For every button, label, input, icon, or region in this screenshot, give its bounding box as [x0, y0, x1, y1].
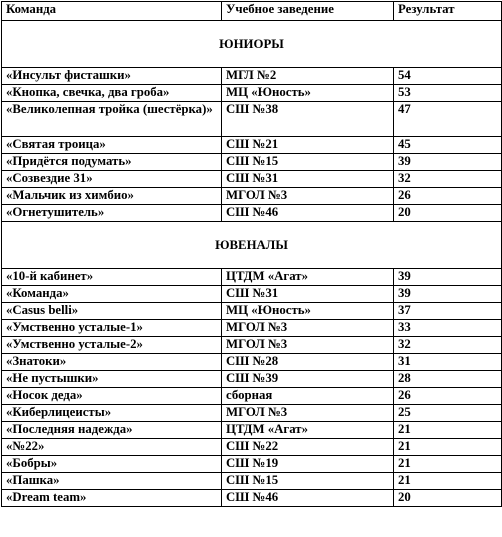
table-row — [2, 473, 502, 490]
result-cell: 53 — [394, 85, 502, 102]
table-row — [2, 422, 502, 439]
table-row — [2, 303, 502, 320]
section-row-juniors — [2, 21, 502, 68]
result-cell: 32 — [394, 337, 502, 354]
section-row-juveniles — [2, 222, 502, 269]
team-cell: «Пашка» — [2, 473, 222, 490]
result-cell: 54 — [394, 68, 502, 85]
school-cell: СШ №46 — [222, 205, 394, 222]
table-row — [2, 439, 502, 456]
school-cell: СШ №19 — [222, 456, 394, 473]
team-cell: «Святая троица» — [2, 137, 222, 154]
team-cell: «Мальчик из химбио» — [2, 188, 222, 205]
result-cell: 21 — [394, 456, 502, 473]
table-row — [2, 388, 502, 405]
table-row — [2, 137, 502, 154]
table-row — [2, 371, 502, 388]
table-row — [2, 490, 502, 507]
school-cell: СШ №31 — [222, 171, 394, 188]
team-cell: «Умственно усталые-1» — [2, 320, 222, 337]
header-result: Результат — [394, 2, 502, 21]
school-cell: СШ №31 — [222, 286, 394, 303]
result-cell: 28 — [394, 371, 502, 388]
header-team: Команда — [2, 2, 222, 21]
section-title: ЮВЕНАЛЫ — [2, 222, 502, 269]
team-cell: «Кнопка, свечка, два гроба» — [2, 85, 222, 102]
result-cell: 33 — [394, 320, 502, 337]
team-cell: «Знатоки» — [2, 354, 222, 371]
results-table — [1, 1, 502, 507]
school-cell: ЦТДМ «Агат» — [222, 422, 394, 439]
result-cell: 25 — [394, 405, 502, 422]
result-cell: 32 — [394, 171, 502, 188]
school-cell: МГОЛ №3 — [222, 188, 394, 205]
result-cell: 45 — [394, 137, 502, 154]
table-header-row — [2, 2, 502, 21]
school-cell: СШ №21 — [222, 137, 394, 154]
result-cell: 20 — [394, 205, 502, 222]
team-cell: «Команда» — [2, 286, 222, 303]
team-cell: «Умственно усталые-2» — [2, 337, 222, 354]
result-cell: 47 — [394, 102, 502, 137]
team-cell: «№22» — [2, 439, 222, 456]
result-cell: 37 — [394, 303, 502, 320]
school-cell: СШ №28 — [222, 354, 394, 371]
table-row — [2, 286, 502, 303]
school-cell: МГОЛ №3 — [222, 320, 394, 337]
school-cell: сборная — [222, 388, 394, 405]
school-cell: МГОЛ №3 — [222, 337, 394, 354]
table-row — [2, 171, 502, 188]
school-cell: СШ №39 — [222, 371, 394, 388]
school-cell: СШ №15 — [222, 154, 394, 171]
result-cell: 39 — [394, 286, 502, 303]
school-cell: СШ №15 — [222, 473, 394, 490]
section-title: ЮНИОРЫ — [2, 21, 502, 68]
team-cell: «Носок деда» — [2, 388, 222, 405]
team-cell: «Киберлицеисты» — [2, 405, 222, 422]
school-cell: СШ №38 — [222, 102, 394, 137]
school-cell: СШ №46 — [222, 490, 394, 507]
table-row — [2, 269, 502, 286]
result-cell: 21 — [394, 473, 502, 490]
result-cell: 39 — [394, 269, 502, 286]
result-cell: 26 — [394, 188, 502, 205]
result-cell: 20 — [394, 490, 502, 507]
result-cell: 31 — [394, 354, 502, 371]
team-cell: «Dream team» — [2, 490, 222, 507]
team-cell: «Бобры» — [2, 456, 222, 473]
table-row — [2, 85, 502, 102]
result-cell: 26 — [394, 388, 502, 405]
table-row — [2, 205, 502, 222]
team-cell: «Огнетушитель» — [2, 205, 222, 222]
table-row — [2, 102, 502, 137]
team-cell: «Придётся подумать» — [2, 154, 222, 171]
team-cell: «10-й кабинет» — [2, 269, 222, 286]
table-row — [2, 154, 502, 171]
team-cell: «Последняя надежда» — [2, 422, 222, 439]
table-row — [2, 68, 502, 85]
result-cell: 21 — [394, 439, 502, 456]
school-cell: СШ №22 — [222, 439, 394, 456]
school-cell: МЦ «Юность» — [222, 303, 394, 320]
school-cell: ЦТДМ «Агат» — [222, 269, 394, 286]
table-row — [2, 188, 502, 205]
table-row — [2, 320, 502, 337]
result-cell: 39 — [394, 154, 502, 171]
result-cell: 21 — [394, 422, 502, 439]
table-row — [2, 337, 502, 354]
team-cell: «Не пустышки» — [2, 371, 222, 388]
table-row — [2, 354, 502, 371]
school-cell: МГЛ №2 — [222, 68, 394, 85]
school-cell: МЦ «Юность» — [222, 85, 394, 102]
school-cell: МГОЛ №3 — [222, 405, 394, 422]
team-cell: «Великолепная тройка (шестёрка)» — [2, 102, 222, 137]
table-row — [2, 456, 502, 473]
team-cell: «Инсульт фисташки» — [2, 68, 222, 85]
results-document — [1, 1, 502, 507]
team-cell: «Casus belli» — [2, 303, 222, 320]
team-cell: «Созвездие 31» — [2, 171, 222, 188]
table-row — [2, 405, 502, 422]
header-school: Учебное заведение — [222, 2, 394, 21]
